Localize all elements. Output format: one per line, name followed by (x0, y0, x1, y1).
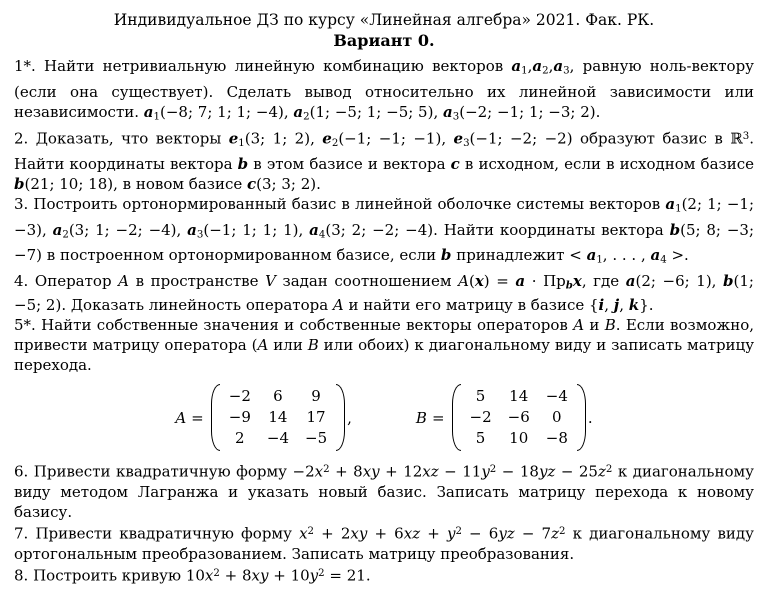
matrix-cell: 14 (509, 387, 529, 406)
matrix-b-grid (464, 384, 574, 451)
matrix-cell: −4 (266, 429, 289, 448)
problem-3: 3. Построить ортонормированный базис в линейной оболочке системы векторов $a_1(2$; 1; −1; −3), $a_2(3$; 1; −2; −4), $a_3(-1$; 1; 1; 1), $a_4(3$; 2; −2; −4). Найти координаты вектора b(5; 8; −3; −7) в построенном ортонормированном базисе, если b принадлежит < $a_1$, . . . , $a_4$ >. (14, 195, 755, 266)
matrix-a-grid (223, 384, 333, 451)
matrix-cell: 17 (306, 408, 326, 427)
matrix-a-label: A (175, 408, 187, 427)
matrix-a-punctuation: , (347, 408, 352, 427)
matrix-b-equals: = (431, 408, 445, 427)
problem-1: 1*. Найти нетривиальную линейную комбинацию векторов $a_1,a_2,a_3$, равную ноль-вектору (если она существует). Сделать вывод относительно их линейной зависимости или независимости. $a_1(-8$; 7; 1; 1; −4), $a_2(1$; −5; 1; −5; 5), $a_3(-2$; −1; 1; −3; 2). (14, 57, 754, 123)
matrix-cell: −9 (228, 408, 251, 427)
matrix-b-label: B (415, 408, 427, 427)
matrix-cell: 5 (475, 429, 486, 448)
problem-5: 5*. Найти собственные значения и собственные векторы операторов A и B. Если возможно, привести матрицу оператора (A или B или обоих) к диагональному виду и записать матрицу перехода. (14, 316, 755, 375)
problem-7: 7. Привести квадратичную форму $x^2 + 2xy + 6xz + y^2 - 6yz - 7z^2$ к диагональному виду ортогональным преобразованием. Записать матрицу преобразования. (14, 524, 754, 563)
matrix-cell: −8 (545, 429, 568, 448)
matrix-cell: 5 (475, 387, 486, 406)
matrix-cell: −6 (507, 408, 530, 427)
problem-6: 6. Привести квадратичную форму $-2x^2 + 8xy + 12xz - 11y^2 - 18yz - 25z^2$ к диагональному виду методом Лагранжа и указать новый базис. Записать матрицу перехода к новому базису. (14, 462, 754, 521)
matrix-cell: 2 (235, 429, 245, 448)
matrix-cell: 0 (552, 408, 562, 427)
problem-8: 8. Построить кривую $10x^2 + 8xy + 10y^2 = 21$. (14, 566, 371, 585)
right-paren (577, 384, 586, 451)
matrix-a-equals: = (191, 408, 204, 427)
matrix-cell: 10 (509, 429, 529, 448)
matrix-a (175, 384, 352, 451)
matrices-block (14, 384, 754, 451)
right-paren (336, 384, 345, 451)
left-paren (452, 384, 461, 451)
problem-2: 2. Доказать, что векторы $e_1(3$; 1; 2), $e_2(-1$; −1; −1), $e_3(-1$; −2; −2) образуют базис в ℝ$^3$. Найти координаты вектора b в этом базисе и вектора c в исходном, если в исходном базисе b(21; 10; 18), в новом базисе c(3; 3; 2). (14, 129, 754, 194)
matrix-cell: −4 (545, 387, 568, 406)
matrix-b-punctuation: . (587, 408, 593, 427)
matrix-cell: 9 (311, 387, 321, 406)
problem-4: 4. Оператор A в пространстве V задан соотношением A(x) = a · Прbx, где a(2; −6; 1), b(1; −5; 2). Доказать линейность оператора A и найти его матрицу в базисе {i, j, k}. (14, 271, 754, 315)
matrix-cell: −2 (228, 387, 251, 406)
matrix-cell: 14 (268, 408, 288, 427)
matrix-b (416, 384, 593, 451)
matrix-cell: −2 (469, 408, 492, 427)
variant-heading: Вариант 0. (333, 31, 435, 50)
doc-title: Индивидуальное ДЗ по курсу «Линейная алгебра» 2021. Фак. РК. (113, 11, 655, 29)
matrix-cell: 6 (273, 387, 283, 406)
matrix-cell: −5 (305, 429, 328, 448)
left-paren (211, 384, 220, 451)
